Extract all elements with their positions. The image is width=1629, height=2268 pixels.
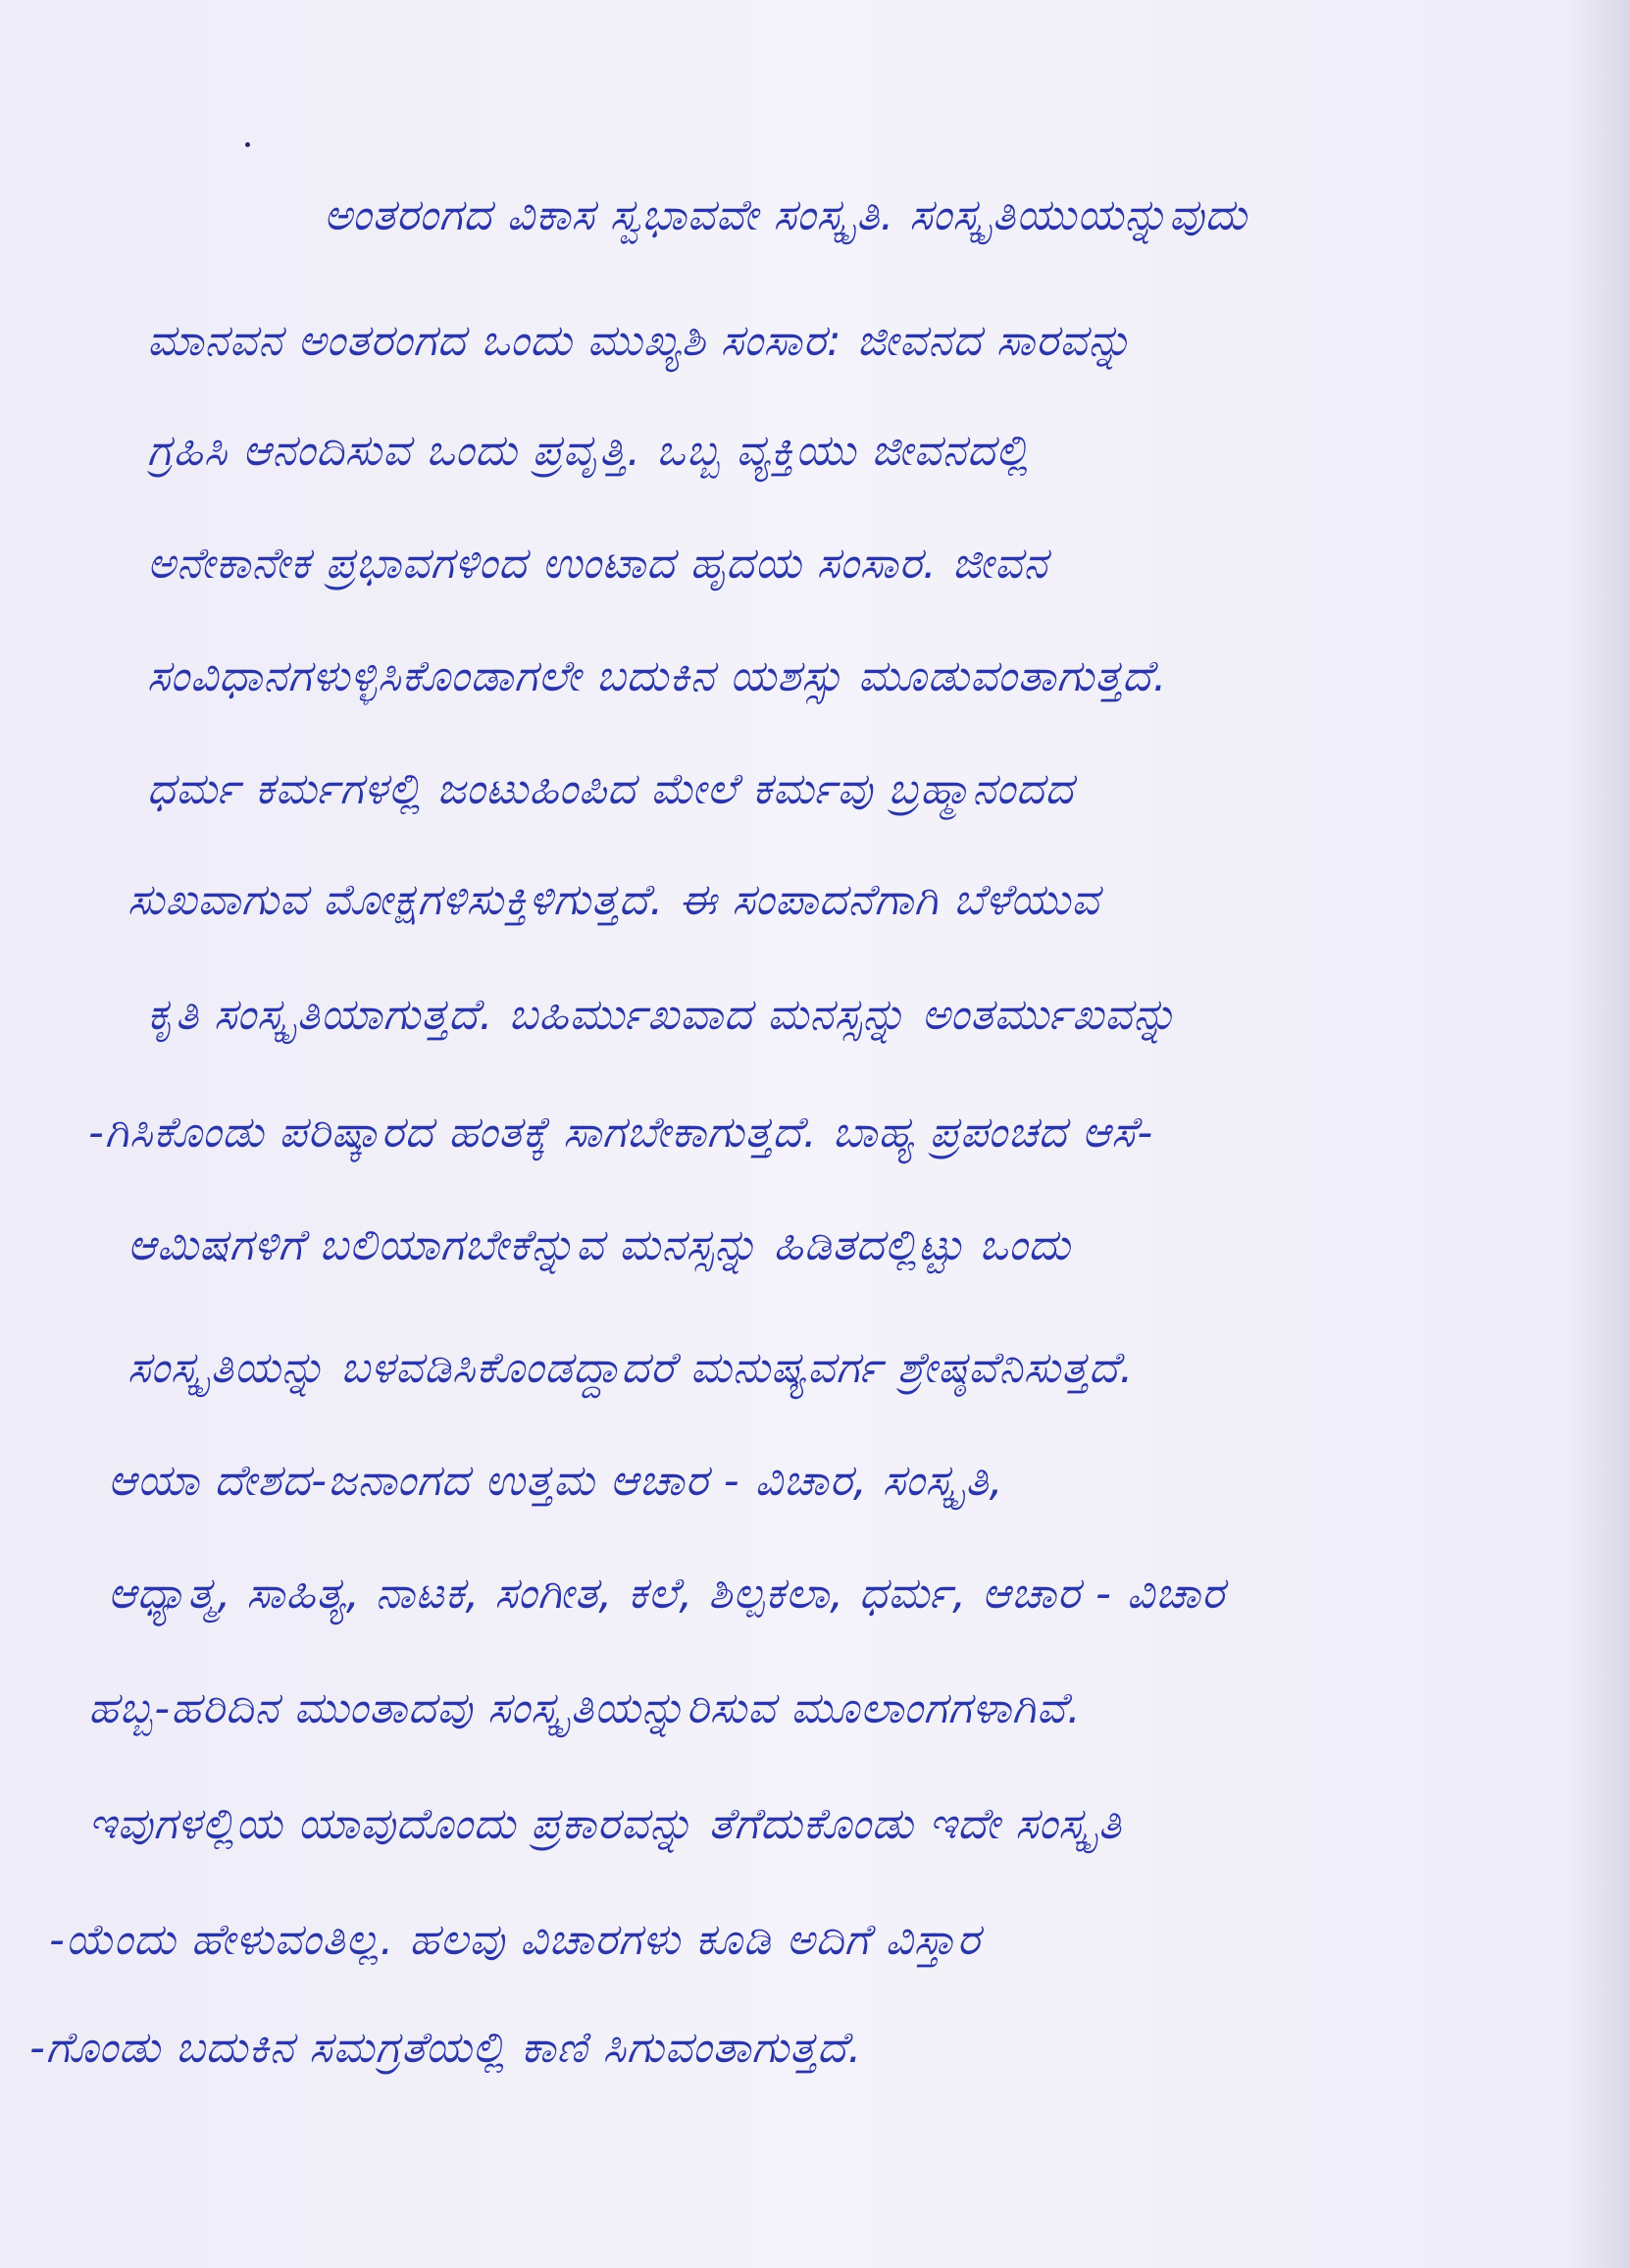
text-line-5: ಸಂವಿಧಾನಗಳುಳ್ಳಿಸಿಕೊಂಡಾಗಲೇ ಬದುಕಿನ ಯಶಸ್ಸು ಮೂಡುವಂತಾಗುತ್ತದೆ. <box>147 651 1168 701</box>
text-line-4: ಅನೇಕಾನೇಕ ಪ್ರಭಾವಗಳಿಂದ ಉಂಟಾದ ಹೃದಯ ಸಂಸಾರ. ಜೀವನ <box>147 539 1048 589</box>
text-line-9: -ಗಿಸಿಕೊಂಡು ಪರಿಷ್ಕಾರದ ಹಂತಕ್ಕೆ ಸಾಗಬೇಕಾಗುತ್ತದೆ. ಬಾಹ್ಯ ಪ್ರಪಂಚದ ಆಸೆ- <box>88 1108 1154 1158</box>
text-line-13: ಆಧ್ಯಾತ್ಮ, ಸಾಹಿತ್ಯ, ನಾಟಕ, ಸಂಗೀತ, ಕಲೆ, ಶಿಲ್ಪಕಲಾ, ಧರ್ಮ, ಆಚಾರ - ವಿಚಾರ <box>108 1569 1226 1619</box>
text-line-8: ಕೃತಿ ಸಂಸ್ಕೃತಿಯಾಗುತ್ತದೆ. ಬಹಿರ್ಮುಖವಾದ ಮನಸ್ಸನ್ನು ಅಂತರ್ಮುಖವನ್ನು <box>147 990 1178 1040</box>
text-line-11: ಸಂಸ್ಕೃತಿಯನ್ನು ಬಳವಡಿಸಿಕೊಂಡದ್ದಾದರೆ ಮನುಷ್ಯವರ್ಗ ಶ್ರೇಷ್ಠವೆನಿಸುತ್ತದೆ. <box>127 1343 1135 1393</box>
text-line-17: -ಗೊಂಡು ಬದುಕಿನ ಸಮಗ್ರತೆಯಲ್ಲಿ ಕಾಣಿ ಸಿಗುವಂತಾಗುತ್ತದೆ. <box>29 2023 863 2073</box>
text-line-6: ಧರ್ಮ ಕರ್ಮಗಳಲ್ಲಿ ಜಂಟುಹಿಂಪಿದ ಮೇಲೆ ಕರ್ಮವು ಬ್ರಹ್ಮಾನಂದದ <box>147 764 1074 814</box>
text-line-14: ಹಬ್ಬ-ಹರಿದಿನ ಮುಂತಾದವು ಸಂಸ್ಕೃತಿಯನ್ನುರಿಸುವ ಮೂಲಾಂಗಗಳಾಗಿವೆ. <box>88 1683 1082 1733</box>
text-line-2: ಮಾನವನ ಅಂತರಂಗದ ಒಂದು ಮುಖ್ಯಶಿ ಸಂಸಾರ: ಜೀವನದ ಸಾರವನ್ನು <box>147 316 1133 366</box>
text-line-1: ಅಂತರಂಗದ ವಿಕಾಸ ಸ್ವಭಾವವೇ ಸಂಸ್ಕೃತಿ. ಸಂಸ್ಕೃತಿಯುಯನ್ನುವುದು <box>324 190 1248 240</box>
text-line-3: ಗ್ರಹಿಸಿ ಆನಂದಿಸುವ ಒಂದು ಪ್ರವೃತ್ತಿ. ಒಬ್ಬ ವ್ಯಕ್ತಿಯು ಜೀವನದಲ್ಲಿ <box>147 426 1030 476</box>
text-line-15: ಇವುಗಳಲ್ಲಿಯ ಯಾವುದೊಂದು ಪ್ರಕಾರವನ್ನು ತೆಗೆದುಕೊಂಡು ಇದೇ ಸಂಸ್ಕೃತಿ <box>88 1799 1122 1849</box>
text-line-12: ಆಯಾ ದೇಶದ-ಜನಾಂಗದ ಉತ್ತಮ ಆಚಾರ - ವಿಚಾರ, ಸಂಸ್ಕೃತಿ, <box>108 1456 1004 1506</box>
text-line-7: ಸುಖವಾಗುವ ಮೋಕ್ಷಗಳಿಸುಕ್ತಿಳಿಗುತ್ತದೆ. ಈ ಸಂಪಾದನೆಗಾಗಿ ಬೆಳೆಯುವ <box>127 875 1100 925</box>
text-line-10: ಆಮಿಷಗಳಿಗೆ ಬಲಿಯಾಗಬೇಕೆನ್ನುವ ಮನಸ್ಸನ್ನು ಹಿಡಿತದಲ್ಲಿಟ್ಟು ಒಂದು <box>127 1220 1071 1270</box>
text-line-16: -ಯೆಂದು ಹೇಳುವಂತಿಲ್ಲ. ಹಲವು ವಿಚಾರಗಳು ಕೂಡಿ ಅದಿಗೆ ವಿಸ್ತಾರ <box>49 1915 981 1965</box>
